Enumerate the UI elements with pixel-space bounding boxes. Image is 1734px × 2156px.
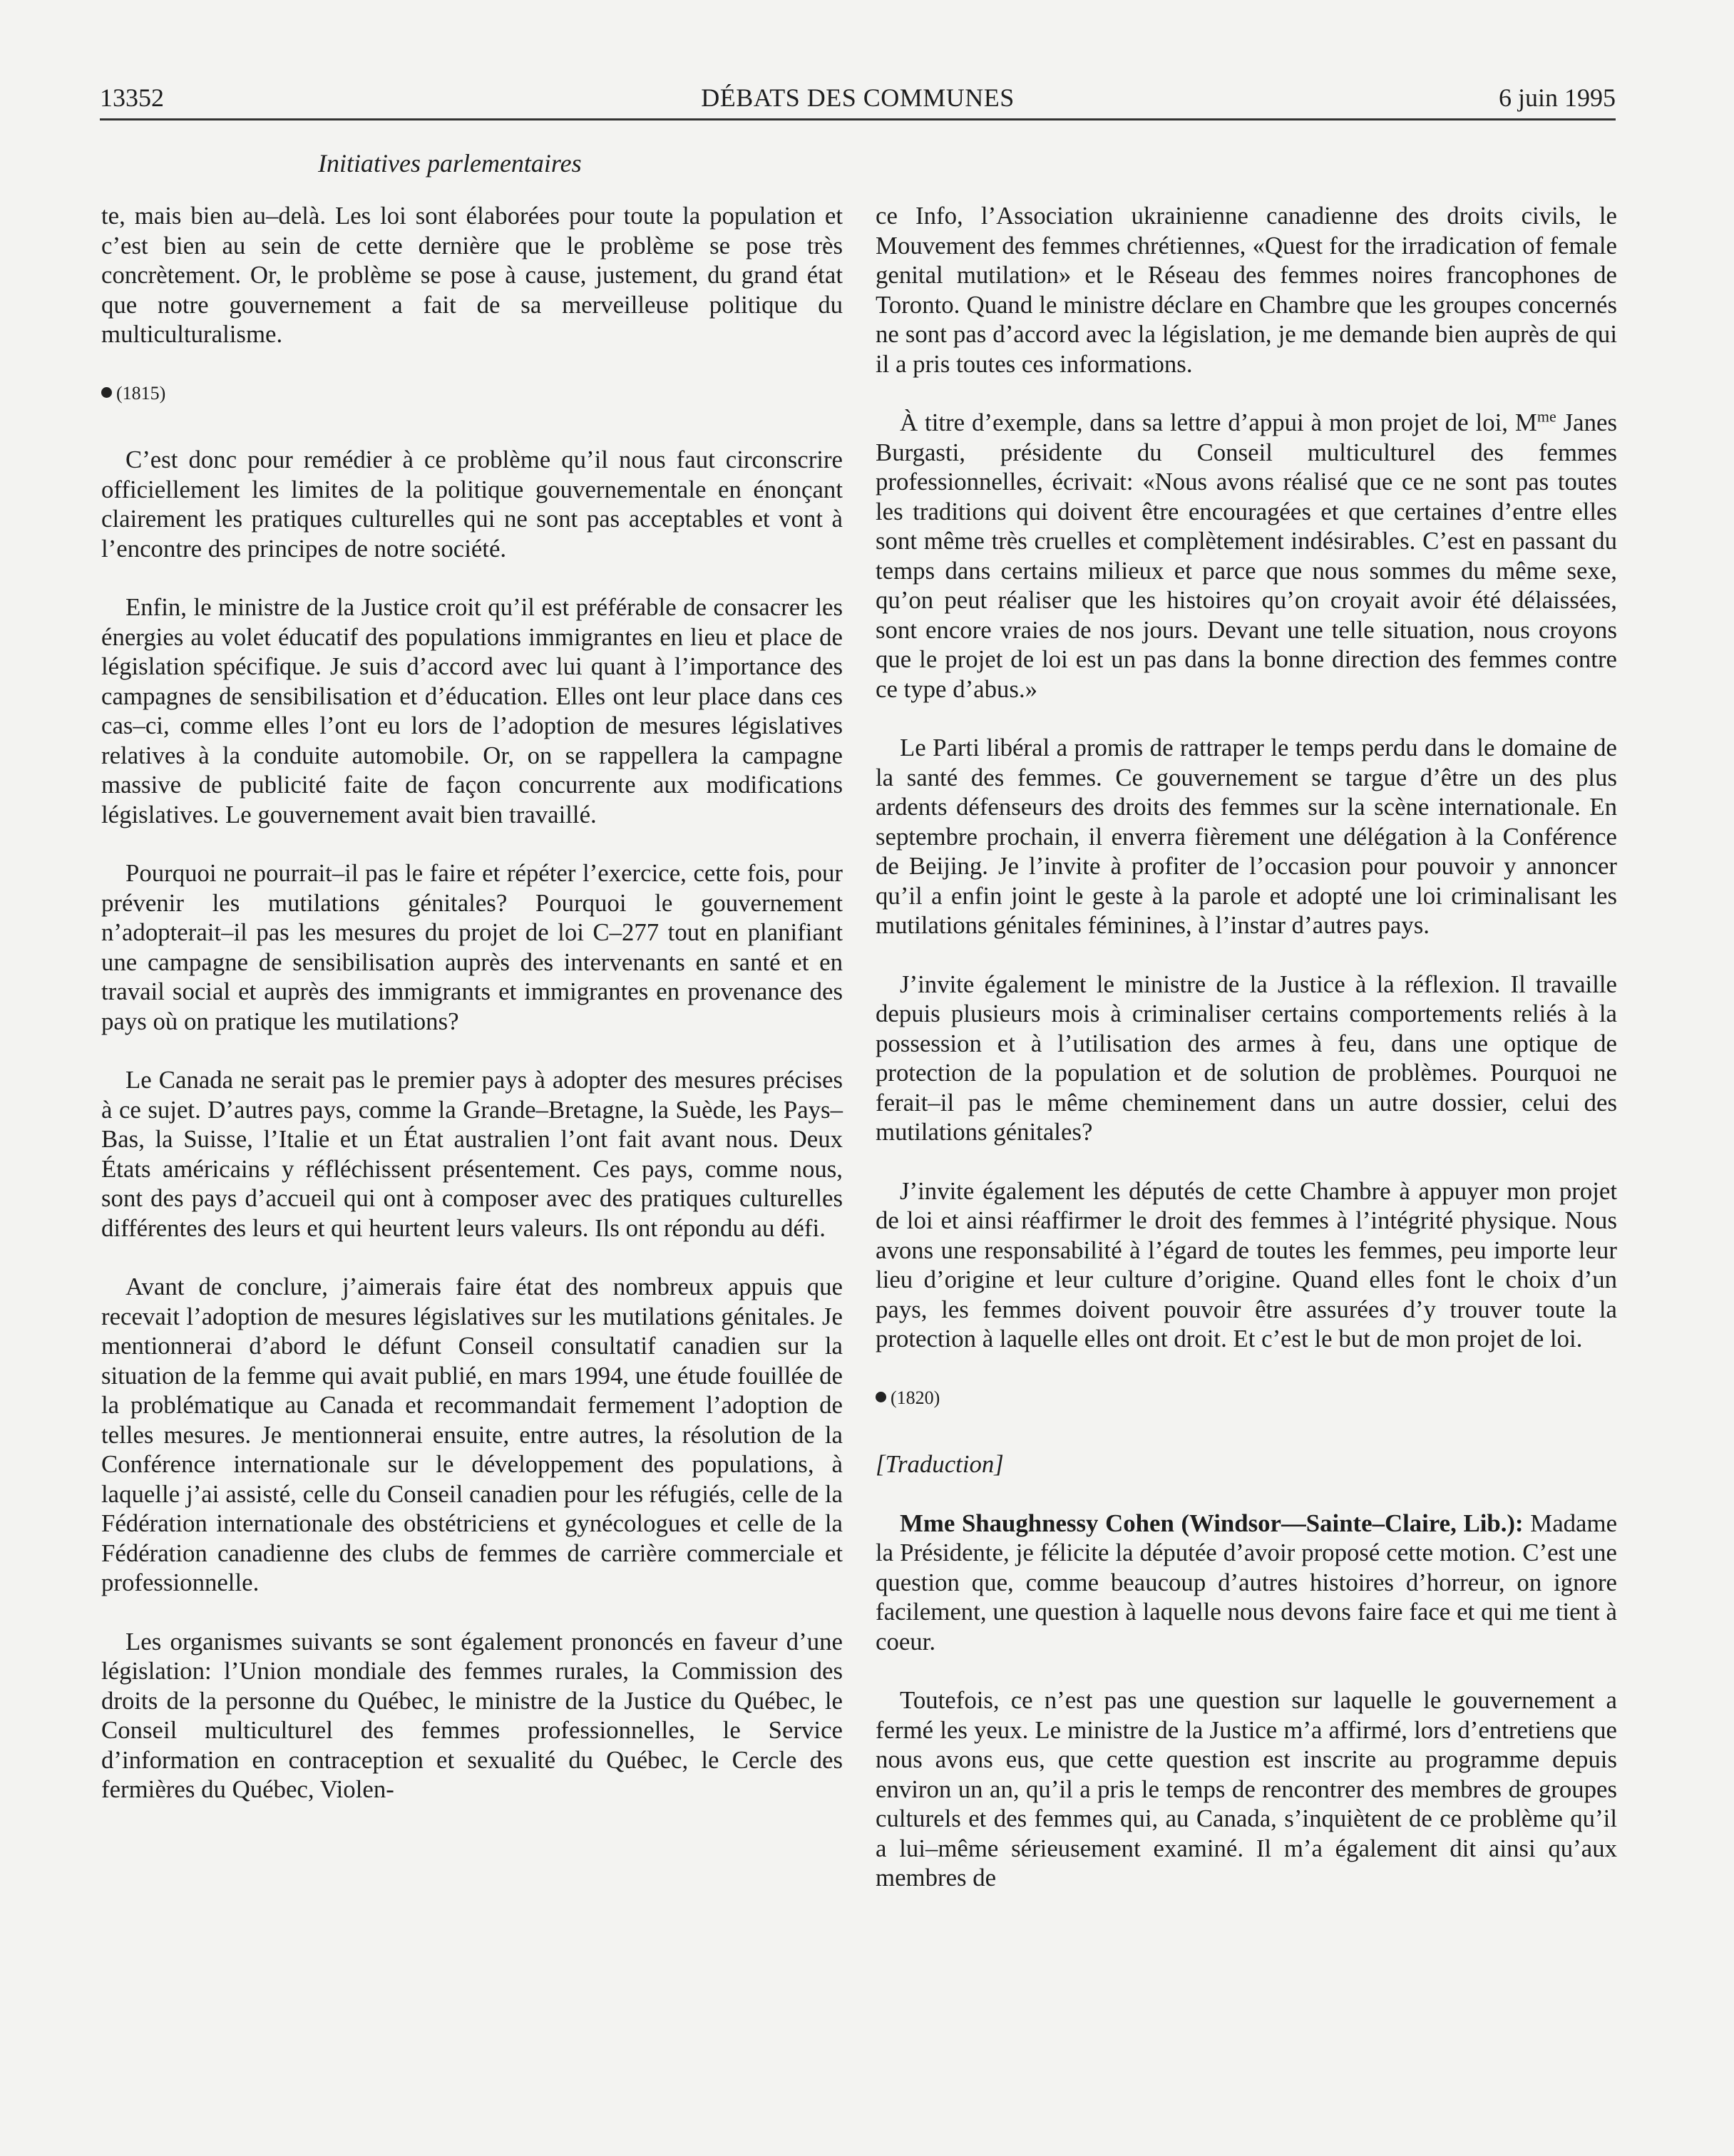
translation-note: [Traduction] xyxy=(876,1450,1004,1478)
left-column xyxy=(101,201,843,1834)
section-title: Initiatives parlementaires xyxy=(318,149,582,178)
page-number: 13352 xyxy=(100,83,164,112)
bullet-icon xyxy=(101,387,112,398)
paragraph: ce Info, l’Association ukrainienne canadienne des droits civils, le Mouvement des femmes chrétiennes, «Quest for the irradication of female genital mutilation» et le Réseau des femmes noires francophones de Toronto. Quand le ministre déclare en Chambre que les groupes concernés ne sont pas d’accord avec la législation, je me demande bien auprès de qui il a pris toutes ces informations. xyxy=(876,202,1617,378)
paragraph: J’invite également le ministre de la Justice à la réflexion. Il travaille depuis plusieurs mois à criminaliser certains comportements reliés à la possession et à l’utilisation des armes à feu, dans une optique de protection de la population et de solution de problèmes. Pourquoi ne ferait–il pas le même cheminement dans un autre dossier, celui des mutilations génitales? xyxy=(876,970,1617,1146)
paragraph: Les organismes suivants se sont également prononcés en faveur d’une législation: l’Union mondiale des femmes rurales, la Commission des droits de la personne du Québec, le ministre de la Justice du Québec, le Conseil multiculturel des femmes professionnelles, le Service d’information en contraception et sexualité du Québec, le Cercle des fermières du Québec, Violen- xyxy=(101,1627,843,1803)
time-marker xyxy=(101,379,843,409)
paragraph: Toutefois, ce n’est pas une question sur laquelle le gouvernement a fermé les yeux. Le ministre de la Justice m’a affirmé, lors d’entretiens que nous avons eus, que cette question est inscrite au programme depuis environ un an, qu’il a pris le temps de rencontrer des membres de groupes culturels et des femmes qui, au Canada, s’inquiètent de ce problème qu’il a lui–même sérieusement examiné. Il m’a également dit ainsi qu’aux membres de xyxy=(876,1686,1617,1891)
paragraph-rest: Janes Burgasti, présidente du Conseil multiculturel des femmes professionnelles, écrivait: «Nous avons réalisé que ce ne sont pas toutes les traditions qui doivent être encouragées et que certaines d’entre elles sont même très cruelles et complètement indésirables. C’est en passant du temps dans certains milieux et parce que nous sommes du même sexe, qu’on peut réaliser que les histoires qu’on croyait avoir été délaissées, sont encore vraies de nos jours. Devant une telle situation, nous croyons que le projet de loi est un pas dans la bonne direction des femmes contre ce type d’abus.» xyxy=(876,409,1617,703)
paragraph: J’invite également les députés de cette Chambre à appuyer mon projet de loi et ainsi réaffirmer le droit des femmes à l’intégrité physique. Nous avons une responsabilité à l’égard de toutes les femmes, peu importe leur lieu d’origine et leur culture d’origine. Quand elles font le choix d’un pays, les femmes doivent pouvoir être assurées d’y trouver toute la protection à laquelle elles ont droit. Et c’est le but de mon projet de loi. xyxy=(876,1176,1617,1352)
paragraph: Enfin, le ministre de la Justice croit qu’il est préférable de consacrer les énergies au volet éducatif des populations immigrantes en lieu et place de législation spécifique. Je suis d’accord avec lui quant à l’importance des campagnes de sensibilisation et d’éducation. Elles ont leur place dans ces cas–ci, comme elles l’ont eu lors de l’adoption de mesures législatives relatives à la conduite automobile. Or, on se rappellera la campagne massive de publicité faite de façon concurrente aux modifications législatives. Le gouvernement avait bien travaillé. xyxy=(101,593,843,828)
paragraph: C’est donc pour remédier à ce problème qu’il nous faut circonscrire officiellement les limites de la politique gouvernementale en énonçant clairement les pratiques culturelles qui ne sont pas acceptables et vont à l’encontre des principes de notre société. xyxy=(101,446,843,563)
time-marker-label: (1815) xyxy=(116,382,166,404)
speaker-name: Mme Shaughnessy Cohen (Windsor—Sainte–Claire, Lib.): xyxy=(900,1509,1524,1537)
speech-text: Madame la Présidente, je félicite la députée d’avoir proposé cette motion. C’est une question que, comme beaucoup d’autres histoires d’horreur, on ignore facilement, une question à laquelle nous devons faire face et qui me tient à coeur. xyxy=(876,1509,1618,1655)
right-column xyxy=(876,201,1617,1922)
speech-paragraph xyxy=(876,1509,1617,1657)
paragraph-start: À titre d’exemple, dans sa lettre d’appui à mon projet de loi, M xyxy=(900,409,1537,436)
publication-date: 6 juin 1995 xyxy=(1498,83,1616,112)
paragraph: te, mais bien au–delà. Les loi sont élaborées pour toute la population et c’est bien au sein de cette dernière que le problème se pose très concrètement. Or, le problème se pose à cause, justement, du grand état que notre gouvernement a fait de sa merveilleuse politique du multiculturalisme. xyxy=(101,202,843,348)
paragraph: Le Parti libéral a promis de rattraper le temps perdu dans le domaine de la santé des femmes. Ce gouvernement se targue d’être un des plus ardents défenseurs des droits des femmes sur la scène internationale. En septembre prochain, il enverra fièrement une délégation à la Conférence de Beijing. Je l’invite à profiter de l’occasion pour pouvoir y annoncer qu’il a enfin joint le geste à la parole et adopté une loi criminalisant les mutilations génitales féminines, à l’instar d’autres pays. xyxy=(876,734,1617,939)
paragraph: Pourquoi ne pourrait–il pas le faire et répéter l’exercice, cette fois, pour prévenir les mutilations génitales? Pourquoi le gouvernement n’adopterait–il pas les mesures du projet de loi C–277 tout en planifiant une campagne de sensibilisation auprès des intervenants en santé et en travail social et auprès des immigrants et immigrantes en provenance des pays où on pratique les mutilations? xyxy=(101,859,843,1035)
bullet-icon xyxy=(876,1392,886,1402)
page-header xyxy=(100,80,1616,120)
time-marker-label: (1820) xyxy=(891,1387,940,1408)
paragraph: Le Canada ne serait pas le premier pays à adopter des mesures précises à ce sujet. D’autres pays, comme la Grande–Bretagne, la Suède, les Pays–Bas, la Suisse, l’Italie et un État australien l’ont fait avant nous. Deux États américains y réfléchissent présentement. Ces pays, comme nous, sont des pays d’accueil qui ont à composer avec des pratiques culturelles différentes des leurs et qui heurtent leurs valeurs. Ils ont répondu au défi. xyxy=(101,1066,843,1242)
paragraph xyxy=(876,408,1617,704)
paragraph: Avant de conclure, j’aimerais faire état des nombreux appuis que recevait l’adoption de mesures législatives sur les mutilations génitales. Je mentionnerai d’abord le défunt Conseil consultatif canadien sur la situation de la femme qui avait publié, en mars 1994, une étude fouillée de la problématique au Canada et recommandait fermement l’adoption de telles mesures. Je mentionnerai ensuite, entre autres, la résolution de la Conférence internationale sur le développement des populations, à laquelle j’ai assisté, celle du Conseil canadien pour les réfugiés, celle de la Fédération internationale des obstétriciens et gynécologues et celle de la Fédération canadienne des clubs de femmes de carrière commerciale et professionnelle. xyxy=(101,1273,843,1596)
superscript: me xyxy=(1537,407,1556,426)
time-marker xyxy=(876,1383,1617,1413)
publication-title: DÉBATS DES COMMUNES xyxy=(701,83,1015,112)
